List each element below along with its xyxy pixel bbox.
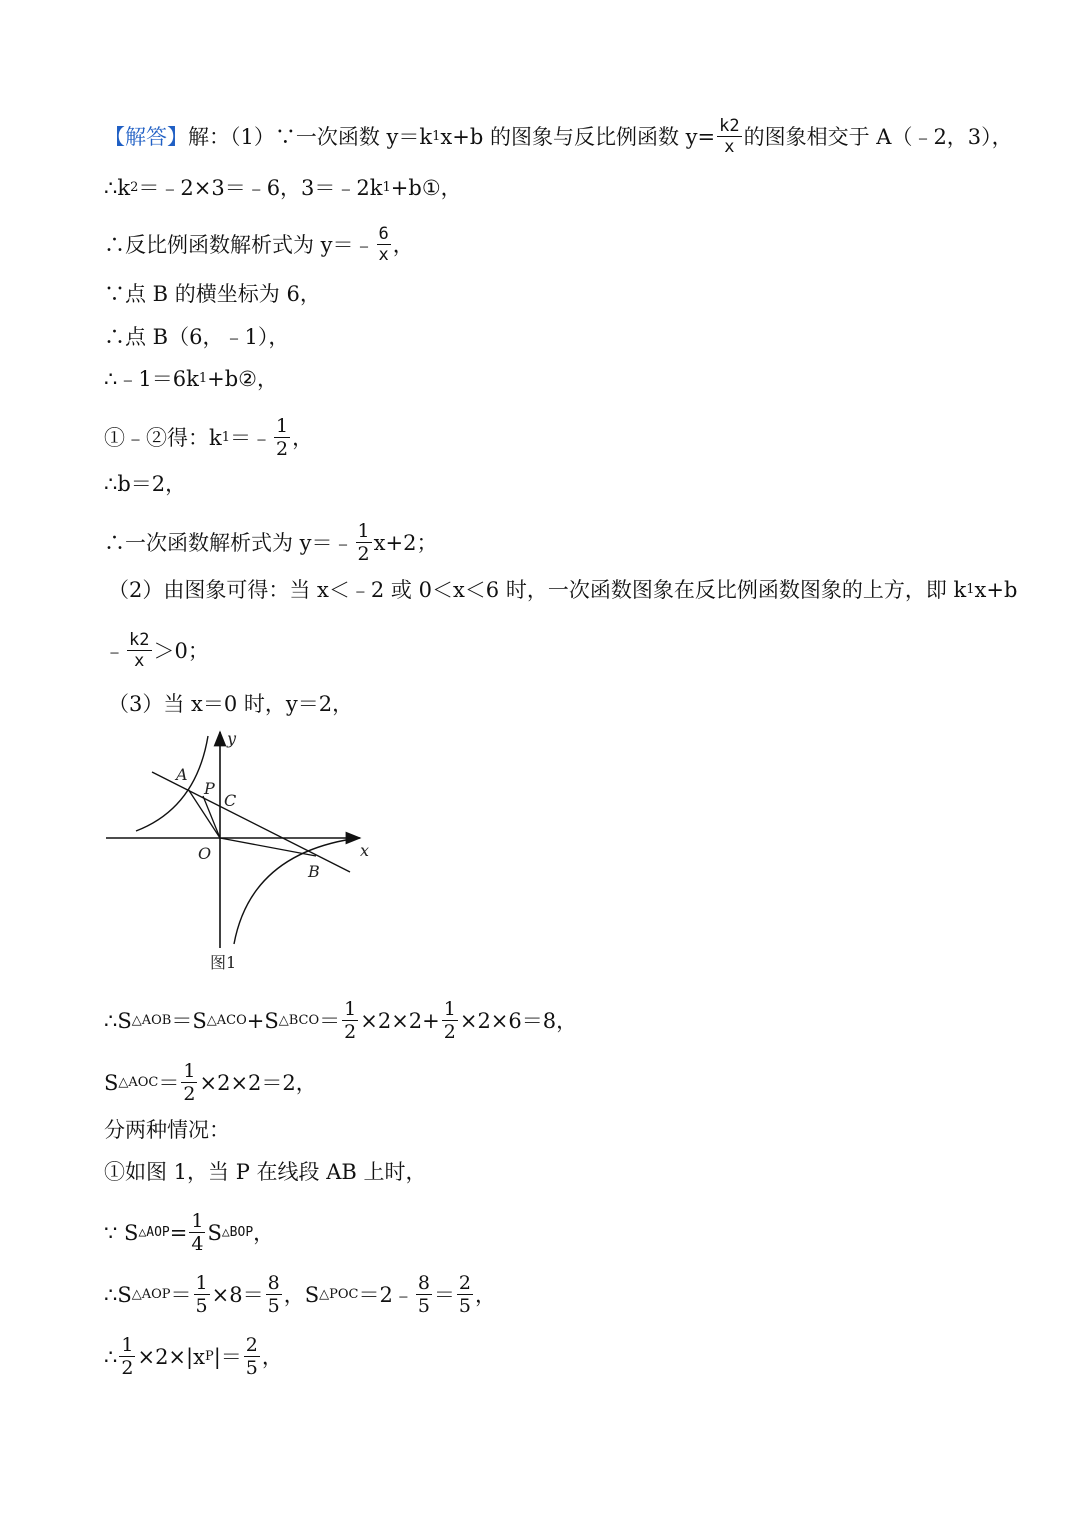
fraction — [194, 1274, 210, 1316]
frac-num: 1 — [443, 998, 456, 1020]
frac-den: 5 — [245, 1357, 258, 1379]
solution-line-1: 【解答】 解：（1）∵一次函数 y＝k 1 x+b 的图象与反比例函数 y= $\frac{k2}{x}$ 的图象相交于 A（﹣2，3）， — [104, 116, 1013, 157]
text: ∴一次函数解析式为 y＝﹣ — [104, 531, 354, 555]
text: |＝ — [213, 1345, 242, 1369]
label-x: x — [360, 841, 370, 860]
text: ×2×2＝2， — [199, 1071, 317, 1095]
solution-line-19: ∴ $\frac{1}{2}$ ×2×|x P |＝ $\frac{2}{5}$ ， — [104, 1334, 283, 1379]
frac-num: 1 — [183, 1060, 196, 1082]
text: S — [104, 1071, 119, 1095]
frac-den: 4 — [191, 1233, 204, 1255]
text: ， — [292, 426, 314, 450]
fraction — [442, 1000, 458, 1042]
frac-den: 5 — [458, 1295, 472, 1317]
text: ＝ — [170, 1283, 192, 1307]
fraction-1-over-2 — [274, 417, 290, 459]
fraction — [342, 1000, 358, 1042]
fraction-6-over-x — [377, 226, 391, 264]
text: ＝ — [433, 1283, 455, 1307]
frac-den: 5 — [195, 1295, 208, 1317]
label-o: O — [198, 844, 212, 863]
graph-svg — [100, 728, 390, 978]
frac-den: 2 — [183, 1083, 196, 1105]
text: ∵ S — [104, 1221, 139, 1245]
fraction-k2-over-x — [717, 118, 742, 156]
frac-den: x — [378, 245, 389, 265]
frac-num: 8 — [417, 1272, 430, 1294]
frac-num: 1 — [276, 415, 289, 437]
text: ＝﹣ — [230, 426, 273, 450]
text: ∴S — [104, 1009, 132, 1033]
text: ， — [392, 233, 414, 257]
frac-num: k — [719, 116, 730, 136]
solution-line-14: S △AOC ＝ $\frac{1}{2}$ ×2×2＝2， — [104, 1060, 317, 1105]
fraction — [416, 1274, 432, 1316]
text: ∴k — [104, 176, 131, 200]
fraction — [181, 1062, 197, 1104]
solution-line-5 — [104, 323, 289, 351]
frac-num: 1 — [344, 998, 357, 1020]
solution-line-2: ∴k 2 ＝﹣2×3＝﹣6，3＝﹣2k 1 +b①， — [104, 176, 462, 200]
solution-line-12 — [108, 690, 353, 718]
solution-line-4 — [104, 280, 321, 308]
text: x+b 的图象与反比例函数 y= — [440, 125, 716, 149]
text: ∴S — [104, 1283, 132, 1307]
text: 的图象相交于 A（﹣2，3）， — [743, 125, 1013, 149]
fraction-k2-over-x — [127, 632, 152, 670]
line-ab — [152, 772, 350, 872]
frac-num: 8 — [267, 1272, 280, 1294]
text: ①如图 1，当 P 在线段 AB 上时， — [104, 1160, 427, 1184]
text: 解：（1）∵一次函数 y＝k — [188, 125, 433, 149]
text: ∴ — [104, 1345, 118, 1369]
text: +b①， — [390, 176, 462, 200]
text: ∴点 B（6，﹣1）， — [104, 325, 290, 349]
text: +S — [246, 1009, 279, 1033]
frac-num: 2 — [458, 1272, 472, 1294]
text: ×2×|x — [137, 1345, 205, 1369]
label-y: y — [227, 729, 237, 748]
text: x+2； — [373, 531, 438, 555]
frac-num: 1 — [121, 1334, 134, 1356]
frac-num-sub: 2 — [139, 630, 150, 650]
text: ×8＝ — [211, 1283, 264, 1307]
frac-den: 5 — [417, 1295, 430, 1317]
solution-line-13: ∴S △AOB ＝S △ACO +S △BCO ＝ $\frac{1}{2}$ ×2×2+ $\frac{1}{2}$ ×2×6＝8， — [104, 998, 578, 1043]
hyperbola-upper-left — [136, 736, 208, 831]
fraction — [244, 1336, 260, 1378]
text: ＝S — [171, 1009, 207, 1033]
frac-den: 5 — [267, 1295, 280, 1317]
frac-num: 2 — [245, 1334, 258, 1356]
frac-num-sub: 2 — [729, 116, 740, 136]
text: ＝2﹣ — [358, 1283, 414, 1307]
text: +b②， — [207, 367, 278, 391]
solution-line-8 — [104, 470, 186, 498]
frac-num: 1 — [195, 1272, 208, 1294]
text: ＝ — [319, 1009, 341, 1033]
label-a: A — [176, 765, 188, 784]
text: ∴b＝2， — [104, 472, 187, 496]
text: ，S — [283, 1283, 320, 1307]
solution-line-11 — [104, 632, 209, 670]
fraction — [189, 1212, 205, 1254]
frac-num: 1 — [191, 1210, 204, 1232]
text: ∴反比例函数解析式为 y＝﹣ — [104, 233, 375, 257]
frac-den: x — [724, 137, 735, 157]
solution-line-16 — [104, 1158, 426, 1186]
fraction-1-over-2 — [356, 522, 372, 564]
text: （3）当 x＝0 时，y＝2， — [108, 692, 354, 716]
frac-num: 1 — [357, 520, 370, 542]
text: ＞0； — [153, 639, 209, 663]
fraction — [266, 1274, 282, 1316]
text: = — [169, 1221, 188, 1245]
text: ﹣ — [104, 639, 125, 663]
label-p: P — [204, 779, 215, 798]
text: ＝ — [158, 1071, 180, 1095]
text: ∵点 B 的横坐标为 6， — [104, 282, 321, 306]
frac-den: 2 — [357, 543, 370, 565]
solution-line-9 — [104, 522, 437, 564]
frac-den: x — [134, 651, 145, 671]
hyperbola-lower-right — [234, 840, 346, 944]
frac-num: 6 — [378, 224, 389, 244]
text: ×2×2+ — [360, 1009, 440, 1033]
answer-tag: 【解答】 — [104, 125, 188, 149]
text: （2）由图象可得：当 x＜﹣2 或 0＜x＜6 时，一次函数图象在反比例函数图象的上方，即 k — [108, 578, 967, 602]
text: ， — [261, 1345, 283, 1369]
label-c: C — [224, 791, 237, 810]
fraction — [457, 1274, 473, 1316]
text: ①﹣②得：k — [104, 426, 222, 450]
frac-den: 2 — [344, 1021, 357, 1043]
text: x+b — [974, 578, 1018, 602]
text: ×2×6＝8， — [459, 1009, 578, 1033]
text: ∴﹣1＝6k — [104, 367, 199, 391]
solution-line-6: ∴﹣1＝6k 1 +b②， — [104, 367, 278, 391]
fraction — [119, 1336, 135, 1378]
solution-line-18: ∴S △AOP ＝ $\frac{1}{5}$ ×8＝ $\frac{8}{5}$ ，S △POC ＝2﹣ $\frac{8}{5}$ ＝ $\frac{2}{5}$ ， — [104, 1272, 497, 1317]
text: 分两种情况： — [104, 1118, 230, 1142]
figure-caption: 图1 — [210, 953, 237, 972]
text: S — [207, 1221, 222, 1245]
solution-line-7: ①﹣②得：k 1 ＝﹣ $\frac{1}{2}$ ， — [104, 415, 314, 460]
text: ， — [253, 1221, 275, 1245]
solution-line-3 — [104, 226, 414, 264]
solution-line-15 — [104, 1116, 230, 1144]
text: ， — [475, 1283, 497, 1307]
solution-line-10: （2）由图象可得：当 x＜﹣2 或 0＜x＜6 时，一次函数图象在反比例函数图象的上方，即 k 1 x+b — [108, 578, 1018, 602]
figure-1 — [100, 728, 390, 978]
solution-line-17: ∵ S △AOP = $\frac{1}{4}$ S △BOP ， — [104, 1210, 275, 1255]
label-b: B — [308, 862, 320, 881]
text: ＝﹣2×3＝﹣6，3＝﹣2k — [138, 176, 383, 200]
frac-den: 2 — [276, 438, 289, 460]
frac-den: 2 — [443, 1021, 456, 1043]
frac-num: k — [129, 630, 140, 650]
frac-den: 2 — [121, 1357, 134, 1379]
